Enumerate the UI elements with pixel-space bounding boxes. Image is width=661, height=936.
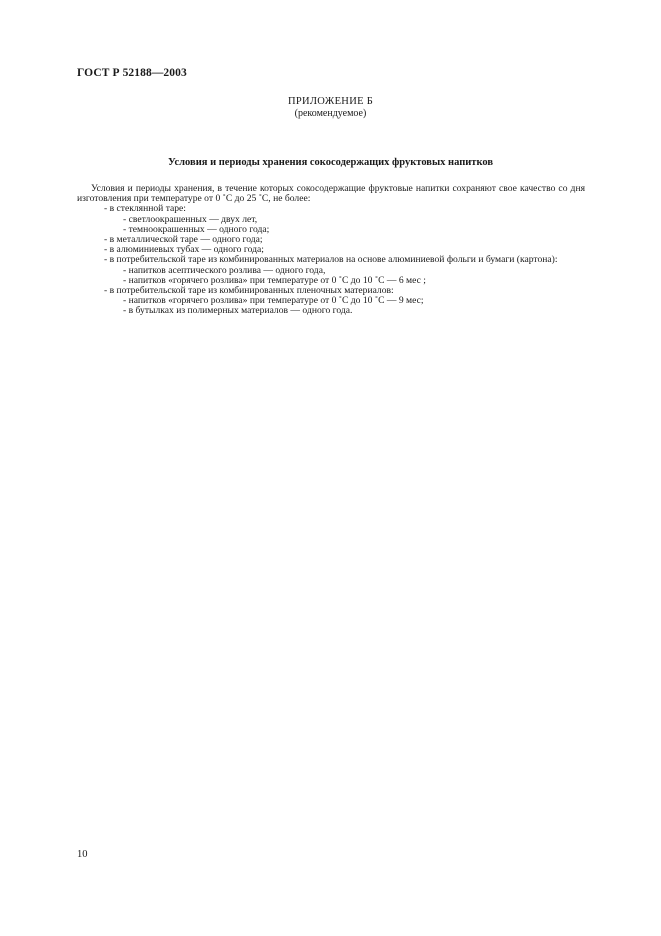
document-code: ГОСТ Р 52188—2003 <box>77 67 187 79</box>
page-number: 10 <box>77 849 88 860</box>
list-item: - в потребительской таре из комбинированных материалов на основе алюминиевой фольги и бумаги (картона): <box>104 254 558 266</box>
list-item: - напитков асептического розлива — одного года, <box>123 264 326 276</box>
list-item: - в алюминиевых тубах — одного года; <box>104 244 264 256</box>
intro-paragraph: Условия и периоды хранения, в течение которых сокосодержащие фруктовые напитки сохраняют свое качество со дня изготовления при температуре от 0 ˚С до 25 ˚С, не более: <box>77 183 585 205</box>
list-item: - в стеклянной таре: <box>104 203 186 215</box>
appendix-title: ПРИЛОЖЕНИЕ Б <box>287 96 374 107</box>
list-item: - напитков «горячего розлива» при температуре от 0 ˚С до 10 ˚С — 6 мес ; <box>123 274 426 286</box>
list-item: - светлоокрашенных — двух лет, <box>123 213 258 225</box>
list-item: - напитков «горячего розлива» при температуре от 0 ˚С до 10 ˚С — 9 мес; <box>123 295 424 307</box>
list-item: - в бутылках из полимерных материалов — одного года. <box>123 305 353 317</box>
body-text <box>77 184 585 317</box>
list-item: - в потребительской таре из комбинированных пленочных материалов: <box>104 285 394 297</box>
section-heading: Условия и периоды хранения сокосодержащих фруктовых напитков <box>167 157 494 168</box>
appendix-subtitle: (рекомендуемое) <box>294 108 367 119</box>
list-item: - темноокрашенных — одного года; <box>123 223 270 235</box>
list-item: - в металлической таре — одного года; <box>104 234 263 246</box>
